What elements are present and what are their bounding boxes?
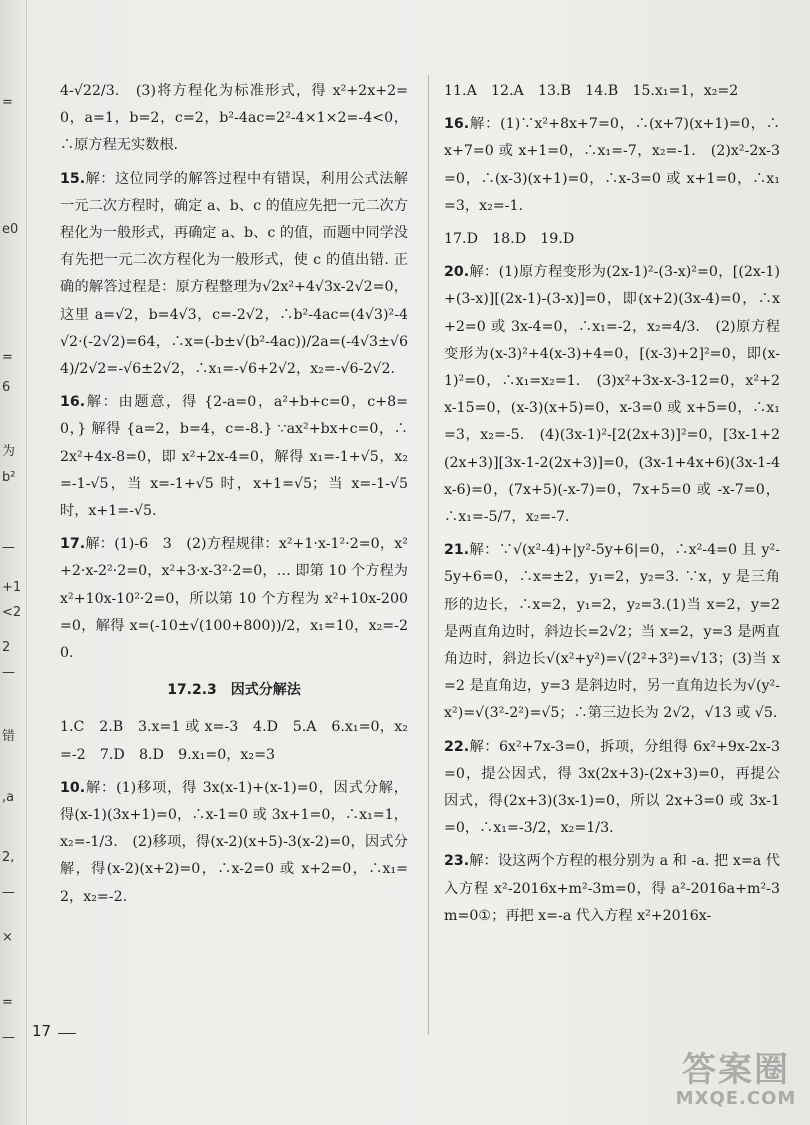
watermark-url: MXQE.COM: [675, 1088, 797, 1109]
answer-number: 10.: [60, 779, 86, 796]
edge-fragment: e0: [2, 222, 19, 237]
answer-number: 21.: [444, 542, 470, 559]
edge-fragment: 错: [2, 729, 16, 744]
watermark-logo: [670, 1051, 802, 1113]
edge-fragment: +1: [2, 580, 22, 595]
edge-fragment: b²: [2, 470, 16, 485]
edge-fragment: —: [2, 885, 15, 900]
answer-10: [60, 775, 408, 911]
answer-23: [444, 848, 780, 930]
edge-fragment: =: [2, 995, 13, 1010]
answer-number: 15.: [60, 170, 86, 187]
answer-number: 20.: [444, 264, 470, 281]
page-number: 17: [32, 1022, 52, 1040]
answer-number: 17.: [60, 536, 86, 553]
edge-fragment: =: [2, 95, 13, 110]
answers-1-9: 1.C 2.B 3.x=1 或 x=-3 4.D 5.A 6.x₁=0，x₂=-2 7.D 8.D 9.x₁=0，x₂=3: [60, 719, 408, 763]
previous-page-edge: [0, 0, 27, 1125]
watermark-title: 答案圈: [682, 1050, 790, 1090]
answer-14-tail: 4-√22/3. (3)将方程化为标准形式，得 x²+2x+2=0，a=1，b=2，c=2，b²-4ac=2²-4×1×2=-4<0，∴原方程无实数根.: [60, 83, 408, 154]
answer-text: 解：6x²+7x-3=0，拆项，分组得 6x²+9x-2x-3=0，提公因式，得 3x(2x+3)-(2x+3)=0，再提公因式，得(2x+3)(3x-1)=0，所以 2x+3=0 或 3x-1=0，∴x₁=-3/2，x₂=1/3.: [444, 738, 780, 837]
answer-number: 23.: [444, 853, 470, 870]
answer-21: [444, 537, 780, 727]
answer-text: 解：(1)-6 3 (2)方程规律：x²+1·x-1²·2=0，x²+2·x-2²·2=0，x²+3·x-3²·2=0，… 即第 10 个方程为 x²+10x-10²·2=0，所以第 10 个方程为 x²+10x-200=0，解得 x=(-10±√(100+800))/2，x₁=10，x₂=-20.: [60, 536, 408, 662]
edge-fragment: 为: [2, 444, 16, 459]
answer-text: 解：(1)∵x²+8x+7=0，∴(x+7)(x+1)=0，∴x+7=0 或 x+1=0，∴x₁=-7，x₂=-1. (2)x²-2x-3=0，∴(x-3)(x+1)=0，∴x-3=0 或 x+1=0，∴x₁=3，x₂=-1.: [444, 116, 780, 214]
page-number-rule: [58, 1033, 76, 1034]
edge-fragment: ,a: [2, 790, 15, 805]
edge-fragment: —: [2, 665, 15, 680]
answer-16-right: [444, 111, 780, 220]
answers-17-19: 17.D 18.D 19.D: [444, 231, 575, 248]
answers-11-15: 11.A 12.A 13.B 14.B 15.x₁=1，x₂=2: [444, 83, 739, 99]
left-column: [60, 78, 408, 917]
answer-text: 解：∵√(x²-4)+|y²-5y+6|=0，∴x²-4=0 且 y²-5y+6=0，∴x=±2，y₁=2，y₂=3. ∵x，y 是三角形的边长，∴x=2，y₁=2，y₂=3.(1)当 x=2，y=2 是两直角边时，斜边长=2√2；当 x=2，y=3 是两直角边时，斜边长√(x²+y²)=√(2²+3²)=√13；(3)当 x=2 是直角边，y=3 是斜边时，另一直角边长为√(y²-x²)=√(3²-2²)=√5；∴第三边长为 2√2，√13 或 √5.: [444, 542, 780, 722]
edge-fragment: =: [2, 350, 13, 365]
answer-16: [60, 389, 408, 525]
answer-text: 解：(1)移项，得 3x(x-1)+(x-1)=0，因式分解，得(x-1)(3x+1)=0，∴x-1=0 或 3x+1=0，∴x₁=1，x₂=-1/3. (2)移项，得(x-2)(x+5)-3(x-2)=0，因式分解，得(x-2)(x+2)=0，∴x-2=0 或 x+2=0，∴x₁=2，x₂=-2.: [60, 779, 408, 905]
edge-fragment: —: [2, 1030, 15, 1045]
edge-fragment: 2,: [2, 850, 15, 865]
answer-number: 16.: [60, 394, 86, 411]
answer-text: 解：设这两个方程的根分别为 a 和 -a. 把 x=a 代入方程 x²-2016x+m²-3m=0，得 a²-2016a+m²-3m=0①；再把 x=-a 代入方程 x²+2016x-: [444, 853, 780, 924]
answer-text: 解：由题意，得 {2-a=0，a²+b+c=0，c+8=0，} 解得 {a=2，b=4，c=-8.} ∵ax²+bx+c=0，∴2x²+4x-8=0，即 x²+2x-4=0，解得 x₁=-1+√5，x₂=-1-√5，当 x=-1+√5 时，x+1=√5；当 x=-1-√5 时，x+1=-√5.: [60, 394, 408, 520]
edge-fragment: 2: [2, 640, 11, 655]
edge-fragment: —: [2, 540, 15, 555]
answer-number: 22.: [444, 738, 470, 755]
edge-fragment: <2: [2, 605, 22, 620]
answer-22: [444, 734, 780, 843]
section-title: 17.2.3 因式分解法: [167, 682, 301, 699]
edge-fragment: ×: [2, 930, 13, 945]
edge-fragment: 6: [2, 380, 11, 395]
answer-17: [60, 531, 408, 667]
answer-15: [60, 166, 408, 384]
right-column: [444, 78, 780, 936]
answer-20: [444, 259, 780, 531]
answer-text: 解：这位同学的解答过程中有错误，利用公式法解一元二次方程时，确定 a、b、c 的值应先把一元二次方程化为一般形式，再确定 a、b、c 的值，而题中同学没有先把一元二次方程化为一般形式，使 c 的值出错. 正确的解答过程是：原方程整理为√2x²+4√3x-2√2=0，这里 a=√2，b=4√3，c=-2√2，∴b²-4ac=(4√3)²-4√2·(-2√2)=64，∴x=(-b±√(b²-4ac))/2a=(-4√3±√64)/2√2=-√6±2√2，∴x₁=-√6+2√2，x₂=-√6-2√2.: [60, 170, 408, 378]
answer-text: 解：(1)原方程变形为(2x-1)²-(3-x)²=0，[(2x-1)+(3-x)][(2x-1)-(3-x)]=0，即(x+2)(3x-4)=0，∴x+2=0 或 3x-4=0，∴x₁=-2，x₂=4/3. (2)原方程变形为(x-3)²+4(x-3)+4=0，[(x-3)+2]²=0，即(x-1)²=0，∴x₁=x₂=1. (3)x²+3x-x-3-12=0，x²+2x-15=0，(x-3)(x+5)=0，x-3=0 或 x+5=0，∴x₁=3，x₂=-5. (4)(3x-1)²-[2(2x+3)]²=0，[3x-1+2(2x+3)][3x-1-2(2x+3)]=0，(3x-1+4x+6)(3x-1-4x-6)=0，(7x+5)(-x-7)=0，7x+5=0 或 -x-7=0，∴x₁=-5/7，x₂=-7.: [444, 264, 780, 526]
column-divider: [428, 75, 429, 1035]
answer-number: 16.: [444, 116, 470, 133]
